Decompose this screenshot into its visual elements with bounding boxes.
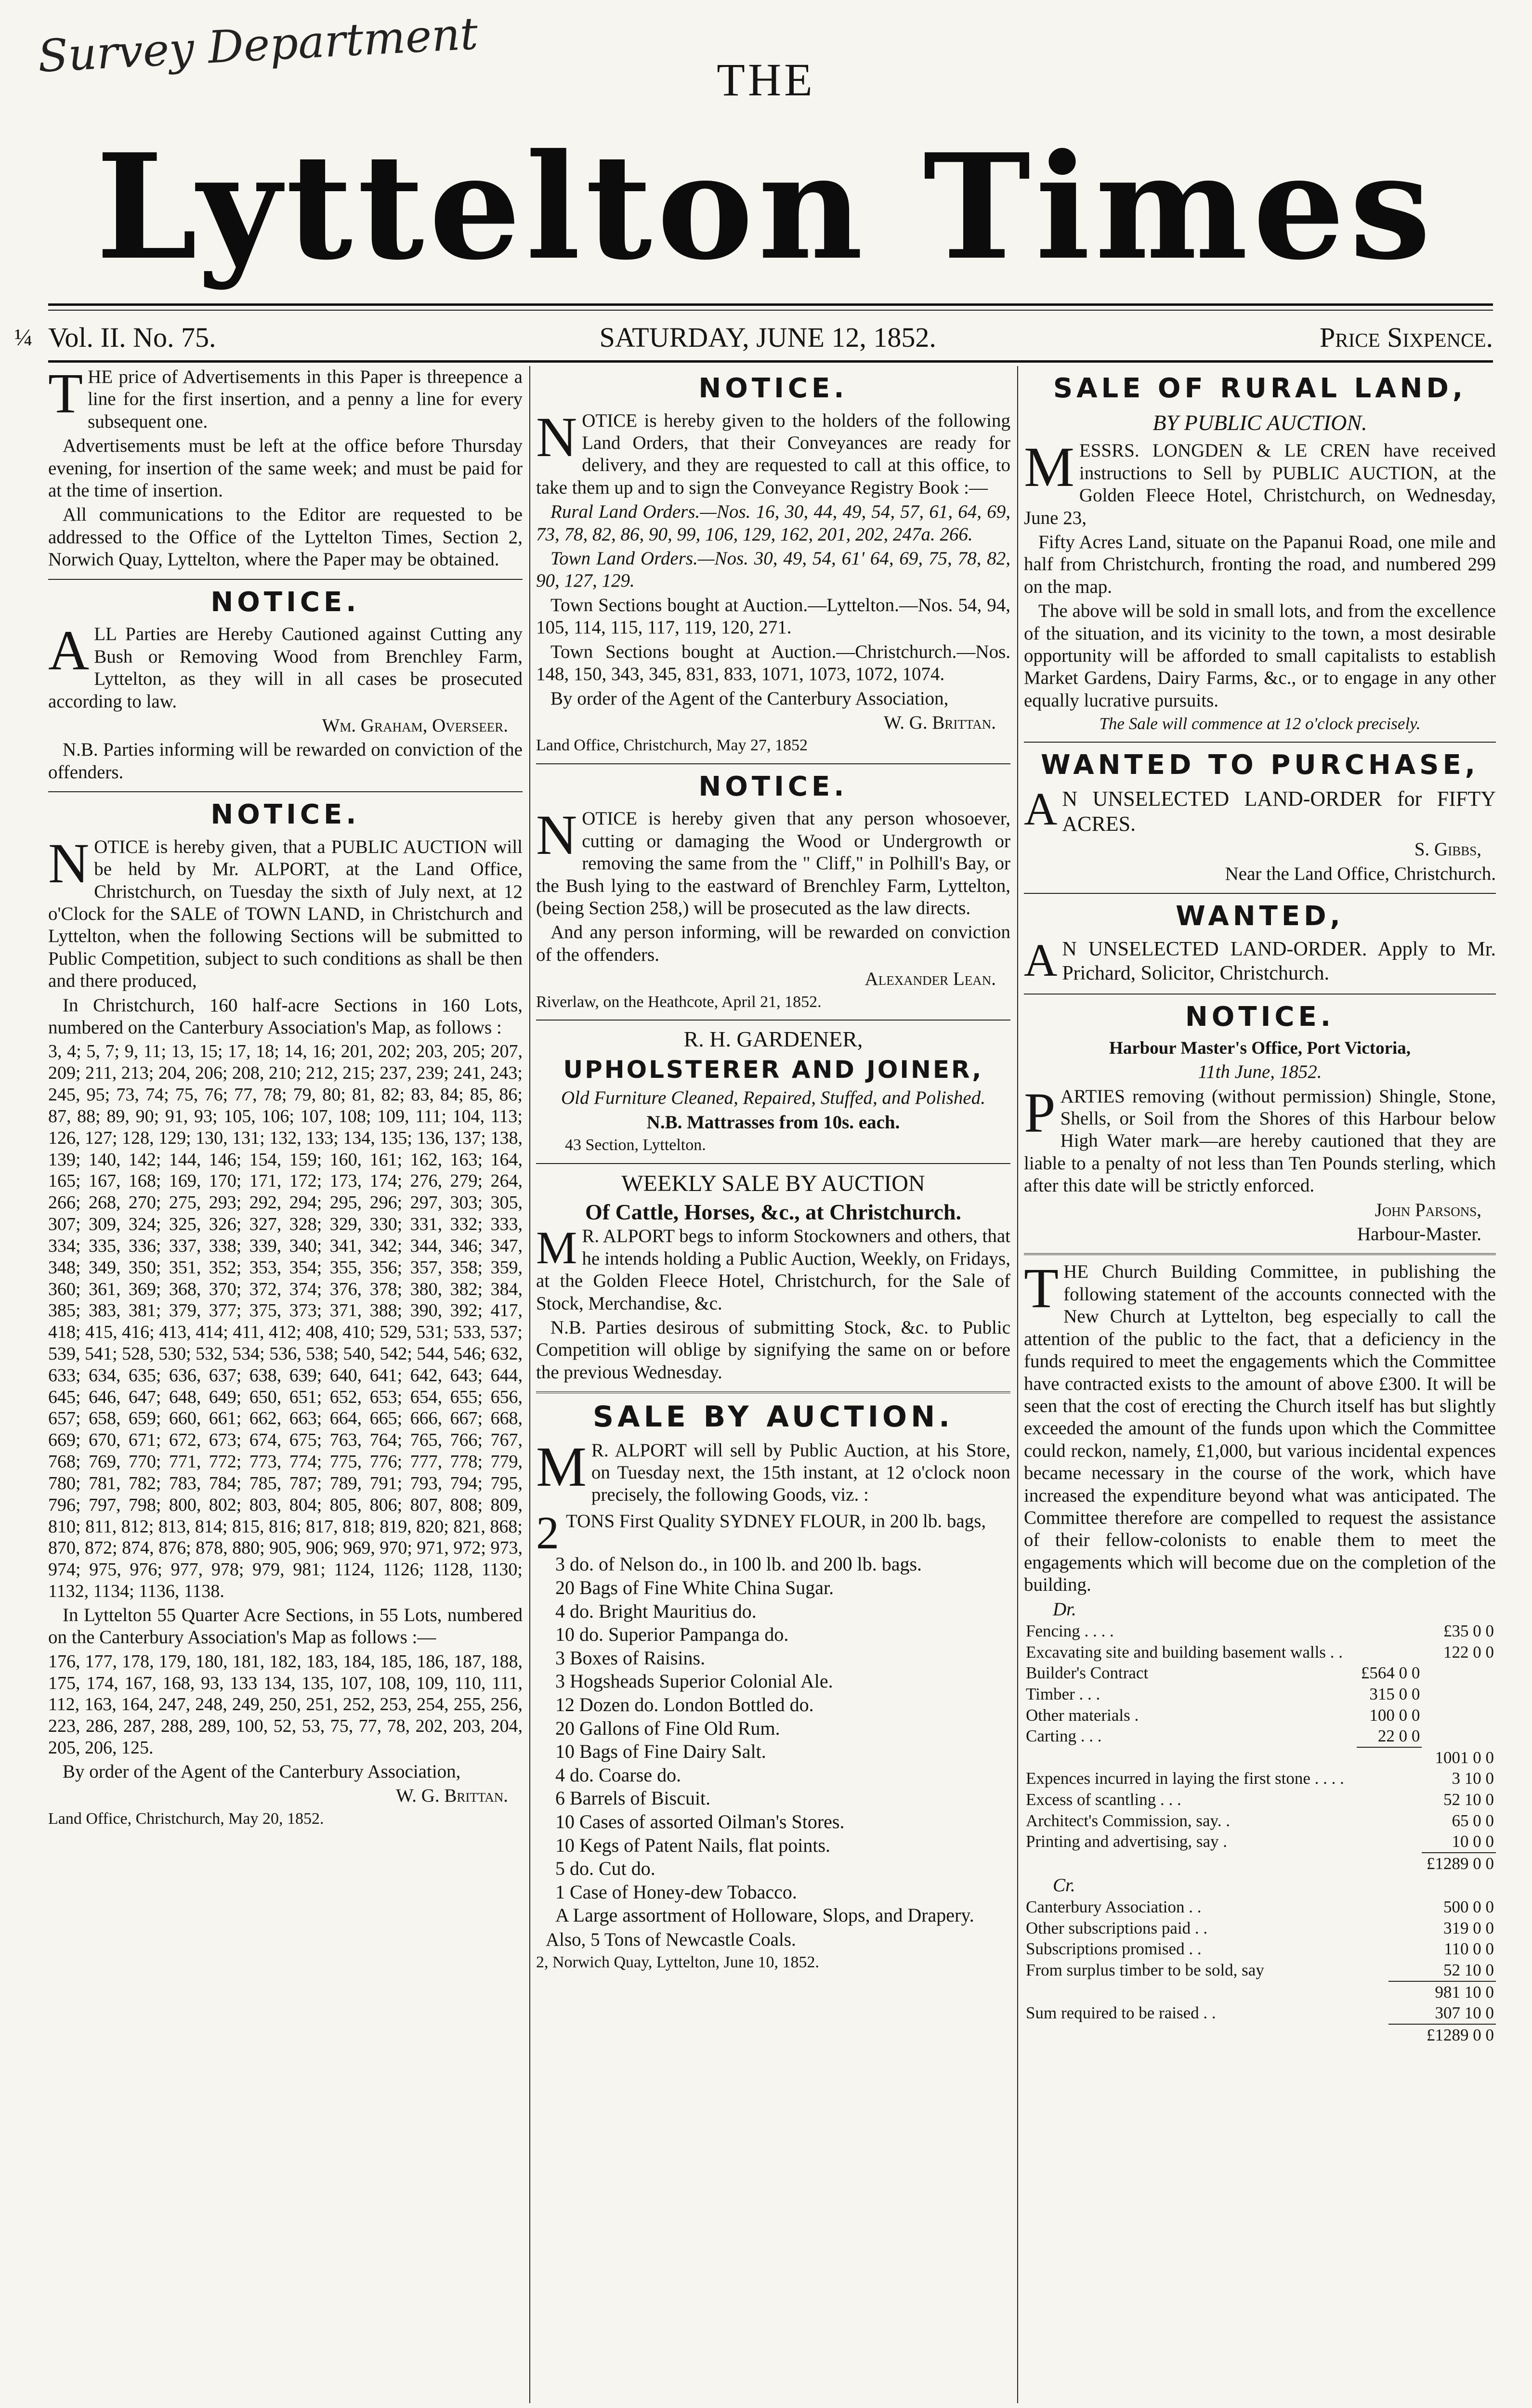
account-amount xyxy=(1422,1705,1496,1726)
sale-body: R. ALPORT will sell by Public Auction, at his Store, on Tuesday next, the 15th instant, at 12 o'clock noon precisely, the following Goods, viz. : xyxy=(591,1440,1010,1505)
goods-item: 10 Kegs of Patent Nails, flat points. xyxy=(555,1834,831,1856)
separator xyxy=(536,763,1010,764)
dateline-ornament: ¼ xyxy=(14,324,33,351)
account-row xyxy=(1024,1831,1496,1853)
account-label xyxy=(1024,1747,1357,1768)
by-order: By order of the Agent of the Canterbury Association, xyxy=(63,1761,461,1782)
wanted-signature: S. Gibbs, xyxy=(1414,839,1481,860)
account-subamount: £564 0 0 xyxy=(1361,1663,1420,1683)
account-amount: 65 0 0 xyxy=(1452,1811,1494,1830)
goods-item: 20 Bags of Fine White China Sugar. xyxy=(555,1577,834,1599)
dropcap: A xyxy=(1024,934,1058,986)
account-amount: 122 0 0 xyxy=(1443,1642,1494,1662)
wanted-body: N UNSELECTED LAND-ORDER for FIFTY ACRES. xyxy=(1062,786,1496,836)
dropcap: P xyxy=(1024,1081,1056,1144)
account-row xyxy=(1024,1747,1496,1768)
wanted-address: Near the Land Office, Christchurch. xyxy=(1225,863,1496,884)
account-row xyxy=(1024,1726,1496,1747)
account-subamount: 100 0 0 xyxy=(1369,1705,1420,1725)
separator xyxy=(48,579,523,580)
account-amount xyxy=(1422,1726,1496,1747)
lyttelton-sections: Town Sections bought at Auction.—Lyttelton.—Nos. 54, 94, 105, 114, 115, 117, 119, 120, 271. xyxy=(536,594,1010,638)
weekly-heading: WEEKLY SALE BY AUCTION xyxy=(621,1170,925,1196)
christchurch-intro: In Christchurch, 160 half-acre Sections in 160 Lots, numbered on the Canterbury Association's Map, as follows : xyxy=(48,995,523,1038)
rural-note: The Sale will commence at 12 o'clock precisely. xyxy=(1099,714,1421,733)
dropcap: T xyxy=(1024,1256,1059,1320)
account-subamount: 22 0 0 xyxy=(1357,1726,1422,1747)
account-subamount xyxy=(1357,1642,1422,1663)
account-row xyxy=(1024,1938,1496,1960)
christchurch-sections: Town Sections bought at Auction.—Christchurch.—Nos. 148, 150, 343, 345, 831, 833, 1071, 1073, 1072, 1074. xyxy=(536,641,1010,685)
issue-price: Price Sixpence. xyxy=(1319,321,1493,353)
terms-text-2: Advertisements must be left at the office before Thursday evening, for insertion of the same week; and must be paid for at the time of insertion. xyxy=(48,435,523,501)
account-label: Other subscriptions paid . . xyxy=(1026,1918,1208,1937)
column-divider-2 xyxy=(1017,366,1018,2403)
goods-item: 1 Case of Honey-dew Tobacco. xyxy=(555,1881,797,1903)
sale-footer: 2, Norwich Quay, Lyttelton, June 10, 1852. xyxy=(536,1953,819,1972)
account-total: £1289 0 0 xyxy=(1427,1854,1494,1873)
account-label: Architect's Commission, say. . xyxy=(1026,1811,1230,1830)
separator xyxy=(1024,742,1496,743)
town-orders: Town Land Orders.—Nos. 30, 49, 54, 61' 64, 69, 75, 78, 82, 90, 127, 129. xyxy=(536,548,1010,591)
notice-heading: NOTICE. xyxy=(1185,1001,1335,1033)
account-label: Expences incurred in laying the first stone . . . . xyxy=(1026,1769,1344,1788)
notice-heading: NOTICE. xyxy=(210,799,360,831)
notice-footer: Land Office, Christchurch, May 27, 1852 xyxy=(536,736,808,755)
weekly-subheading: Of Cattle, Horses, &c., at Christchurch. xyxy=(585,1199,961,1224)
notice-reward: And any person informing, will be rewarded on conviction of the offenders. xyxy=(536,922,1010,965)
weekly-body: R. ALPORT begs to inform Stockowners and others, that he intends holding a Public Auction, Weekly, on Fridays, at the Golden Fleece Hotel, Christchurch, for the Sale of Stock, Merchandise, &c. xyxy=(536,1226,1010,1314)
account-label: Canterbury Association . . xyxy=(1026,1898,1202,1917)
notice-heading: NOTICE. xyxy=(698,373,848,404)
terms-text-3: All communications to the Editor are requested to be addressed to the Office of the Lyttelton Times, Section 2, Norwich Quay, Lyttelton, where the Paper may be obtained. xyxy=(48,504,523,570)
sale-heading: SALE BY AUCTION. xyxy=(592,1400,954,1434)
goods-item: 20 Gallons of Fine Old Rum. xyxy=(555,1717,780,1739)
account-label: Timber . . . xyxy=(1026,1684,1100,1703)
ad-weekly-sale xyxy=(536,1170,1010,1384)
account-amount: 52 10 0 xyxy=(1388,1960,1496,1981)
notice-signature: W. G. Brittan. xyxy=(884,712,996,733)
account-row xyxy=(1024,1662,1496,1684)
separator xyxy=(1024,994,1496,995)
church-accounts-debit xyxy=(1024,1621,1496,1874)
harbour-date: 11th June, 1852. xyxy=(1198,1061,1322,1083)
rural-body: ESSRS. LONGDEN & LE CREN have received instructions to Sell by PUBLIC AUCTION, at the Golden Fleece Hotel, Christchurch, on Wednesday, June 23, xyxy=(1024,440,1496,528)
ad-wanted-to-purchase xyxy=(1024,749,1496,885)
ad-wanted xyxy=(1024,901,1496,986)
account-amount: 52 10 0 xyxy=(1443,1790,1494,1809)
account-subamount xyxy=(1357,1621,1422,1642)
masthead-rule-thin xyxy=(48,310,1493,311)
account-label: Builder's Contract xyxy=(1026,1663,1149,1683)
gardener-name: R. H. GARDENER, xyxy=(683,1027,863,1052)
account-amount xyxy=(1422,1684,1496,1705)
wanted-heading: WANTED, xyxy=(1176,901,1344,932)
account-label: Printing and advertising, say . xyxy=(1026,1832,1228,1851)
advertising-terms xyxy=(48,366,523,571)
notice-brenchley xyxy=(48,587,523,784)
harbour-body: ARTIES removing (without permission) Shingle, Stone, Shells, or Soil from the Shores of this Harbour below High Water mark—are hereby cautioned that they are liable to a penalty of not less than Ten Pounds sterling, which after this date will be strictly enforced. xyxy=(1024,1086,1496,1196)
gardener-nb: N.B. Mattrasses from 10s. each. xyxy=(646,1112,900,1133)
rural-subheading: BY PUBLIC AUCTION. xyxy=(1152,410,1367,435)
notice-body: LL Parties are Hereby Cautioned against Cutting any Bush or Removing Wood from Brenchley Farm, Lyttelton, as they will in all cases be prosecuted according to law. xyxy=(48,624,523,712)
lyttelton-lot-list: 176, 177, 178, 179, 180, 181, 182, 183, 184, 185, 186, 187, 188, 175, 174, 167, 168, 93, 133 134, 135, 107, 108, 109, 110, 111, 112, 163, 164, 247, 248, 249, 250, 251, 252, 253, 254, 255, 256, 223, 286, 287, 288, 289, 100, 52, 53, 75, 77, 78, 202, 203, 204, 205, 206, 125. xyxy=(48,1651,523,1758)
debit-label: Dr. xyxy=(1053,1598,1076,1620)
christchurch-lot-list: 3, 4; 5, 7; 9, 11; 13, 15; 17, 18; 14, 16; 201, 202; 203, 205; 207, 209; 211, 213; 204, 206; 208, 210; 212, 215; 237, 239; 241, 243; 245, 95; 73, 74; 75, 76; 77, 78; 79, 80; 81, 82; 83, 84; 85, 86; 87, 88; 89, 90; 91, 93; 105, 106; 107, 108; 109, 111; 104, 113; 126, 127; 128, 129; 130, 131; 132, 133; 134, 135; 136, 137; 138, 139; 140, 142; 144, 146; 154, 159; 160, 161; 162, 163; 164, 165; 167, 168; 169, 170; 171, 172; 173, 174; 276, 279; 264, 266; 268, 270; 275, 293; 292, 294; 295, 296; 297, 303; 305, 307; 309, 324; 325, 326; 327, 328; 329, 330; 331, 332; 333, 334; 335, 336; 337, 338; 339, 340; 341, 342; 344, 346; 347, 348; 349, 350; 351, 352; 353, 354; 355, 356; 357, 358; 359, 360; 361, 369; 368, 370; 372, 374; 376, 378; 380, 382; 384, 385; 383, 381; 379, 377; 375, 373; 371, 388; 390, 392; 417, 418; 415, 416; 413, 414; 411, 412; 408, 410; 529, 531; 533, 537; 539, 541; 528, 530; 532, 534; 536, 538; 540, 542; 544, 546; 632, 633; 634, 635; 636, 637; 638, 639; 640, 641; 642, 643; 644, 645; 646, 647; 648, 649; 650, 651; 652, 653; 654, 655; 656, 657; 658, 659; 660, 661; 662, 663; 664, 665; 666, 667; 668, 669; 670, 671; 672, 673; 674, 675; 763, 764; 765, 766; 767, 768; 769, 770; 771, 772; 773, 774; 775, 776; 777, 778; 779, 780; 781, 782; 783, 784; 785, 787; 789, 791; 793, 794; 795, 796; 797, 798; 800, 802; 803, 804; 805, 806; 807, 808; 809, 810; 811, 812; 813, 814; 815, 816; 817, 818; 819, 820; 821, 868; 870, 872; 874, 876; 878, 880; 905, 906; 969, 970; 971, 972; 973, 974; 975, 976; 977, 978; 979, 981; 1124, 1126; 1128, 1130; 1132, 1134; 1136, 1138. xyxy=(48,1041,523,1602)
account-row xyxy=(1024,1684,1496,1705)
ad-sale-by-auction xyxy=(536,1400,1010,1973)
goods-item: 10 Cases of assorted Oilman's Stores. xyxy=(555,1810,845,1832)
column-3 xyxy=(1024,366,1496,2403)
notice-town-land-auction xyxy=(48,799,523,1829)
lyttelton-intro: In Lyttelton 55 Quarter Acre Sections, in 55 Lots, numbered on the Canterbury Association's Map as follows :— xyxy=(48,1604,523,1648)
gardener-address: 43 Section, Lyttelton. xyxy=(565,1136,706,1154)
account-row xyxy=(1024,1705,1496,1726)
first-item-number: 2 xyxy=(536,1506,559,1558)
dateline-rule xyxy=(48,360,1493,363)
rural-heading: SALE OF RURAL LAND, xyxy=(1053,373,1467,404)
account-label: Other materials . xyxy=(1026,1705,1139,1725)
separator xyxy=(536,1020,1010,1021)
separator xyxy=(536,1163,1010,1164)
account-row xyxy=(1024,1768,1496,1789)
notice-body: OTICE is hereby given, that a PUBLIC AUCTION will be held by Mr. ALPORT, at the Land Office, Christchurch, on Tuesday the sixth of July next, at 12 o'Clock for the SALE of TOWN LAND, in Christchurch and Lyttelton, when the following Sections will be submitted to Public Competition, subject to such conditions as shall be then and there produced, xyxy=(48,836,523,992)
rural-description: The above will be sold in small lots, and from the excellence of the situation, and its vicinity to the town, a most desirable opportunity will be afforded to small capitalists to establish Market Gardens, Dairy Farms, &c., or to engage in any other equally lucrative pursuits. xyxy=(1024,601,1496,711)
issue-date: SATURDAY, JUNE 12, 1852. xyxy=(599,321,936,353)
handwritten-annotation: Survey Department xyxy=(36,8,479,82)
ad-rural-land xyxy=(1024,373,1496,734)
goods-item: 10 Bags of Fine Dairy Salt. xyxy=(555,1741,766,1763)
sale-also: Also, 5 Tons of Newcastle Coals. xyxy=(546,1929,796,1950)
notice-nb: N.B. Parties informing will be rewarded on conviction of the offenders. xyxy=(48,739,523,783)
notice-church-building xyxy=(1024,1256,1496,2045)
account-label: Excess of scantling . . . xyxy=(1026,1790,1181,1809)
church-body: HE Church Building Committee, in publishing the following statement of the accounts connected with the New Church at Lyttelton, beg especially to call the attention of the public to the fact, that a deficiency in the funds required to meet the engagements which the Committee have contracted exists to the amount of above £300. It will be seen that the cost of erecting the Church itself has but slightly exceeded the amount of the funds upon which the Committee could reckon, namely, £1,000, but various incidental expences became necessary in the course of the work, which have increased the expenditure beyond what was anticipated. The Committee therefore are compelled to request the assistance of their fellow-colonists to enable them to meet the engagements which will become due on the completion of the building. xyxy=(1024,1261,1496,1596)
terms-text-1: HE price of Advertisements in this Paper is threepence a line for the first insertion, and a penny a line for every subsequent one. xyxy=(88,366,523,432)
column-2 xyxy=(536,366,1010,2403)
masthead-title: Lyttelton Times xyxy=(95,122,1436,292)
notice-footer: Land Office, Christchurch, May 20, 1852. xyxy=(48,1809,324,1828)
goods-item: 4 do. Bright Mauritius do. xyxy=(555,1600,757,1622)
separator xyxy=(1024,893,1496,894)
harbour-signature: John Parsons, xyxy=(1375,1199,1481,1220)
notice-heading: NOTICE. xyxy=(698,771,848,802)
account-subtotal: 981 10 0 xyxy=(1435,1982,1494,2002)
goods-item: A Large assortment of Holloware, Slops, and Drapery. xyxy=(555,1904,974,1926)
rural-lot: Fifty Acres Land, situate on the Papanui Road, one mile and half from Christchurch, fronting the road, and numbered 299 on the map. xyxy=(1024,531,1496,597)
goods-item: 5 do. Cut do. xyxy=(555,1858,655,1880)
notice-signature: W. G. Brittan. xyxy=(396,1785,508,1806)
wanted-heading: WANTED TO PURCHASE, xyxy=(1041,749,1479,781)
account-row xyxy=(1024,1789,1496,1810)
notice-body: OTICE is hereby given that any person whosoever, cutting or damaging the Wood or Undergrowth or removing the same from the " Cliff," in Polhill's Bay, or the Bush lying to the eastward of Brenchley Farm, Lyttelton, (being Section 258,) will be prosecuted as the law directs. xyxy=(536,808,1010,919)
account-total-row xyxy=(1024,1853,1496,1874)
account-subamount: 315 0 0 xyxy=(1369,1684,1420,1703)
account-row xyxy=(1024,1960,1496,1981)
account-row xyxy=(1024,1918,1496,1939)
account-label: Carting . . . xyxy=(1026,1727,1102,1746)
harbour-office: Harbour Master's Office, Port Victoria, xyxy=(1109,1038,1411,1059)
account-row xyxy=(1024,1642,1496,1663)
harbour-title: Harbour-Master. xyxy=(1357,1224,1481,1245)
first-item: TONS First Quality SYDNEY FLOUR, in 200 lb. bags, xyxy=(566,1510,986,1531)
volume-number: Vol. II. No. 75. xyxy=(48,321,216,353)
weekly-nb: N.B. Parties desirous of submitting Stock, &c. to Public Competition will oblige by signifying the same on or before the previous Wednesday. xyxy=(536,1317,1010,1383)
goods-item: 12 Dozen do. London Bottled do. xyxy=(555,1694,814,1715)
dateline xyxy=(14,315,1493,359)
account-row xyxy=(1024,1897,1496,1918)
account-grand-total: £1289 0 0 xyxy=(1427,2025,1494,2044)
dropcap: A xyxy=(48,619,90,682)
account-label: Sum required to be raised . . xyxy=(1026,2003,1216,2023)
notice-footer: Riverlaw, on the Heathcote, April 21, 1852. xyxy=(536,993,822,1011)
dropcap: A xyxy=(1024,783,1058,835)
ad-gardener xyxy=(536,1026,1010,1155)
account-amount: £35 0 0 xyxy=(1443,1621,1494,1640)
goods-item: 6 Barrels of Biscuit. xyxy=(555,1787,711,1809)
goods-item: 3 do. of Nelson do., in 100 lb. and 200 lb. bags. xyxy=(555,1553,922,1575)
account-label: Excavating site and building basement walls . . xyxy=(1026,1642,1343,1662)
column-divider-1 xyxy=(529,366,530,2403)
by-order: By order of the Agent of the Canterbury Association, xyxy=(550,688,949,709)
account-row xyxy=(1024,1621,1496,1642)
wanted-body: N UNSELECTED LAND-ORDER. Apply to Mr. Prichard, Solicitor, Christchurch. xyxy=(1062,938,1496,984)
credit-label: Cr. xyxy=(1053,1874,1075,1896)
goods-item: 3 Boxes of Raisins. xyxy=(555,1647,706,1669)
notice-signature: Alexander Lean. xyxy=(864,968,996,990)
account-row xyxy=(1024,1810,1496,1832)
notice-signature: Wm. Graham, Overseer. xyxy=(322,715,508,736)
dropcap: M xyxy=(536,1222,577,1274)
account-amount: 110 0 0 xyxy=(1444,1939,1494,1959)
gardener-trade: UPHOLSTERER AND JOINER, xyxy=(563,1055,983,1084)
account-amount: 10 0 0 xyxy=(1422,1831,1496,1853)
goods-item: 3 Hogsheads Superior Colonial Ale. xyxy=(555,1670,833,1692)
account-row xyxy=(1024,1981,1496,2003)
dropcap: N xyxy=(48,831,90,895)
account-amount: 1001 0 0 xyxy=(1435,1748,1494,1767)
dropcap: N xyxy=(536,405,577,469)
notice-harbour-master xyxy=(1024,1001,1496,1246)
goods-item: 4 do. Coarse do. xyxy=(555,1764,681,1786)
rural-orders: Rural Land Orders.—Nos. 16, 30, 44, 49, 54, 57, 61, 64, 69, 73, 78, 82, 86, 90, 99, 106, 129, 162, 201, 202, 247a. 266. xyxy=(536,501,1010,545)
church-accounts-credit xyxy=(1024,1897,1496,2045)
account-amount: 307 10 0 xyxy=(1388,2002,1496,2024)
column-1 xyxy=(48,366,523,2403)
goods-list xyxy=(555,1553,1010,1927)
account-label: Fencing . . . . xyxy=(1026,1621,1114,1640)
account-amount: 319 0 0 xyxy=(1443,1918,1494,1937)
account-subamount xyxy=(1357,1747,1422,1768)
account-label: From surplus timber to be sold, say xyxy=(1026,1961,1264,1979)
account-row xyxy=(1024,2002,1496,2024)
account-amount xyxy=(1422,1662,1496,1684)
account-label: Subscriptions promised . . xyxy=(1026,1939,1202,1959)
separator xyxy=(536,1391,1010,1393)
masthead-the: THE xyxy=(717,54,815,105)
separator xyxy=(48,791,523,792)
notice-heading: NOTICE. xyxy=(210,586,360,618)
dropcap: N xyxy=(536,803,577,867)
notice-body: OTICE is hereby given to the holders of the following Land Orders, that their Conveyances are ready for delivery, and they are requested to call at this office, to take them up and to sign the Conveyance Registry Book :— xyxy=(536,410,1010,498)
account-total-row xyxy=(1024,2024,1496,2046)
dropcap: M xyxy=(536,1435,587,1498)
separator xyxy=(1024,1253,1496,1255)
account-amount: 3 10 0 xyxy=(1452,1769,1494,1788)
notice-polhills-bay xyxy=(536,771,1010,1012)
gardener-tagline: Old Furniture Cleaned, Repaired, Stuffed, and Polished. xyxy=(561,1087,985,1109)
masthead-rule-top xyxy=(48,303,1493,306)
dropcap: M xyxy=(1024,435,1074,499)
notice-land-orders xyxy=(536,373,1010,756)
goods-item: 10 do. Superior Pampanga do. xyxy=(555,1623,789,1646)
account-amount: 500 0 0 xyxy=(1443,1898,1494,1917)
dropcap: T xyxy=(48,366,83,425)
